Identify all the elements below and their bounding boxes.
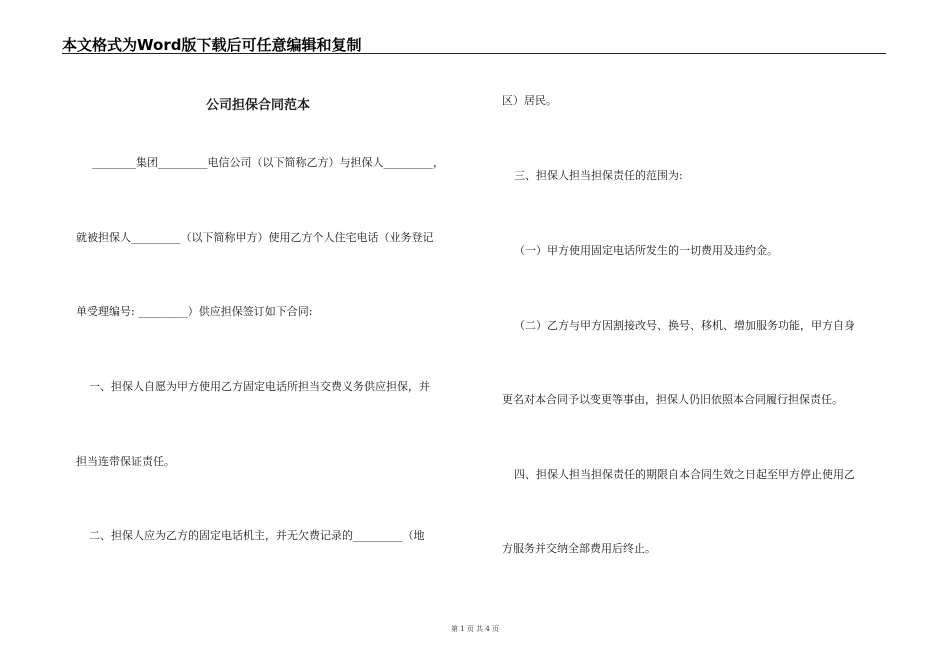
paragraph-line: 方服务并交纳全部费用后终止。 [502, 542, 656, 555]
paragraph-line: 二、担保人应为乙方的固定电话机主，并无欠费记录的_________（地 [89, 529, 425, 542]
paragraph-line: ________集团_________电信公司（以下简称乙方）与担保人_________， [92, 156, 444, 169]
paragraph-line: 三、担保人担当担保责任的范围为: [514, 169, 683, 182]
page-number: 第 1 页 共 4 页 [450, 625, 500, 633]
banner-divider [62, 53, 886, 54]
paragraph-line: 单受理编号: _________）供应担保签订如下合同: [76, 305, 313, 318]
paragraph-line: （一）甲方使用固定电话所发生的一切费用及违约金。 [514, 244, 778, 257]
paragraph-line: 区）居民。 [502, 94, 557, 107]
paragraph-line: 一、担保人自愿为甲方使用乙方固定电话所担当交费义务供应担保，并 [89, 380, 430, 393]
paragraph-line: 就被担保人_________（以下简称甲方）使用乙方个人住宅电话（业务登记 [76, 231, 434, 244]
paragraph-line: （二）乙方与甲方因割接改号、换号、移机、增加服务功能，甲方自身 [514, 319, 855, 332]
paragraph-line: 四、担保人担当担保责任的期限自本合同生效之日起至甲方停止使用乙 [514, 468, 855, 481]
paragraph-line: 担当连带保证责任。 [76, 455, 175, 468]
document-banner: 本文格式为Word版下载后可任意编辑和复制 [62, 36, 362, 54]
document-title: 公司担保合同范本 [206, 98, 311, 113]
paragraph-line: 更名对本合同予以变更等事由，担保人仍旧依照本合同履行担保责任。 [502, 393, 843, 406]
